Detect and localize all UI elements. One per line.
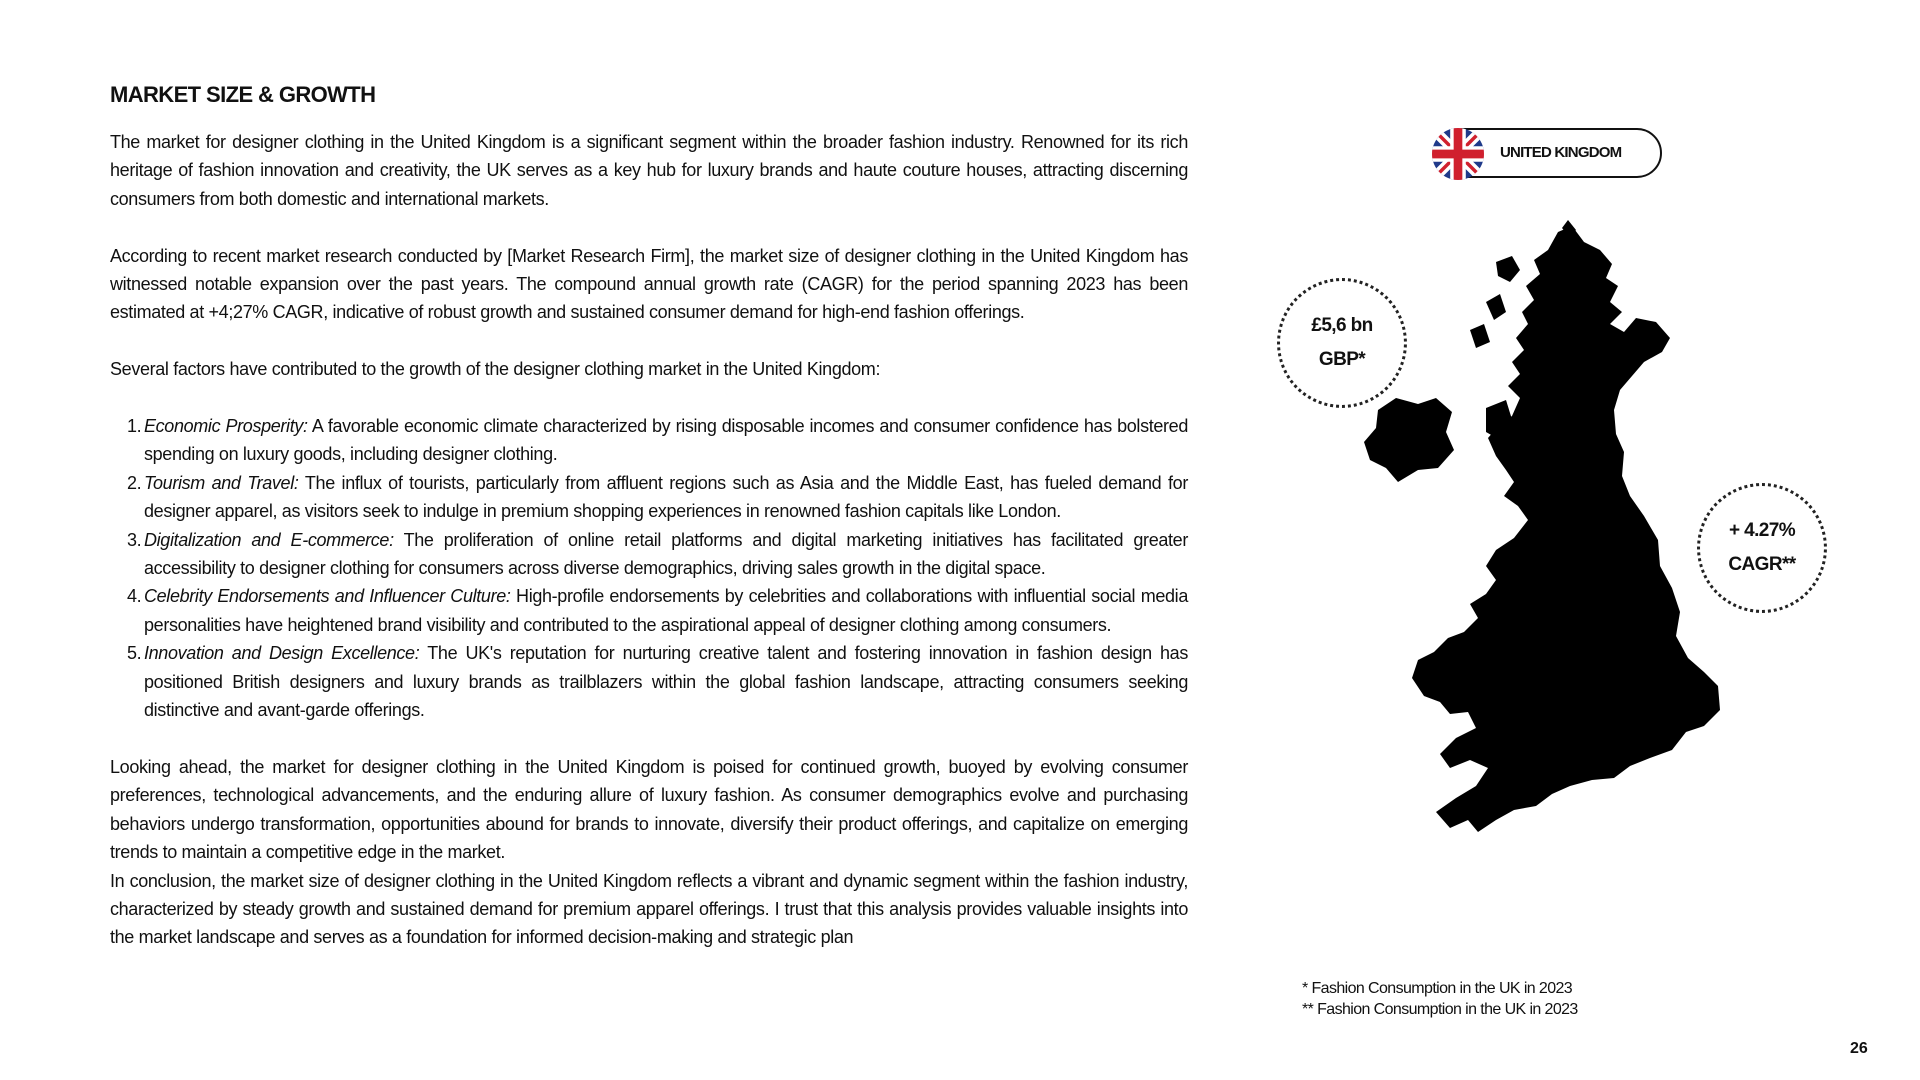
page-title: MARKET SIZE & GROWTH bbox=[110, 82, 376, 107]
list-item: 4. Celebrity Endorsements and Influencer Culture: High-profile endorsements by celebrities and collaborations with influential social media personalities have heightened brand visibility and contributed to the aspirational appeal of designer clothing among consumers. bbox=[127, 586, 1188, 635]
page-number: 26 bbox=[1850, 1040, 1868, 1057]
article-body bbox=[110, 128, 1188, 952]
footnote-2: ** Fashion Consumption in the UK in 2023 bbox=[1302, 1001, 1578, 1018]
intro-paragraph: The market for designer clothing in the United Kingdom is a significant segment within the broader fashion industry. Renowned for its rich heritage of fashion innovation and creativity, the UK serves as a key hub for luxury brands and haute couture houses, attracting discerning consumers from both domestic and international markets. bbox=[110, 132, 1188, 209]
footnote-1: * Fashion Consumption in the UK in 2023 bbox=[1302, 980, 1573, 997]
factors-list bbox=[110, 412, 1188, 724]
country-label: UNITED KINGDOM bbox=[1500, 144, 1622, 161]
list-item: 1. Economic Prosperity: A favorable economic climate characterized by rising disposable incomes and consumer confidence has bolstered spending on luxury goods, including designer clothing. bbox=[127, 416, 1188, 465]
cagr-value: + 4.27% bbox=[1728, 520, 1796, 541]
conclusion-paragraph: In conclusion, the market size of designer clothing in the United Kingdom reflects a vibrant and dynamic segment within the fashion industry, characterized by steady growth and sustained demand for premium apparel offerings. I trust that this analysis provides valuable insights into the market landscape and serves as a foundation for informed decision-making and strategic plan bbox=[110, 870, 1188, 948]
research-paragraph: According to recent market research conducted by [Market Research Firm], the market size of designer clothing in the United Kingdom has witnessed notable expansion over the past years. The compound annual growth rate (CAGR) for the period spanning 2023 has been estimated at +4;27% CAGR, indicative of robust growth and sustained consumer demand for high-end fashion offerings. bbox=[110, 245, 1188, 323]
uk-flag-icon bbox=[1432, 128, 1484, 180]
market-size-unit: GBP* bbox=[1318, 349, 1366, 370]
market-size-stat bbox=[1277, 278, 1407, 408]
list-item: 2. Tourism and Travel: The influx of tourists, particularly from affluent regions such as Asia and the Middle East, has fueled demand for designer apparel, as visitors seek to indulge in premium shopping experiences in renowned fashion capitals like London. bbox=[127, 472, 1188, 522]
factors-intro: Several factors have contributed to the growth of the designer clothing market in the United Kingdom: bbox=[110, 359, 881, 380]
outlook-paragraph: Looking ahead, the market for designer clothing in the United Kingdom is poised for continued growth, buoyed by evolving consumer preferences, technological advancements, and the enduring allure of luxury fashion. As consumer demographics evolve and purchasing behaviors undergo transformation, opportunities abound for brands to innovate, diversify their product offerings, and capitalize on emerging trends to maintain a competitive edge in the market. bbox=[110, 756, 1188, 863]
list-item: 5. Innovation and Design Excellence: The UK's reputation for nurturing creative talent and fostering innovation in fashion design has positioned British designers and luxury brands as trailblazers within the global fashion landscape, attracting consumers seeking distinctive and avant-garde offerings. bbox=[127, 643, 1188, 721]
cagr-stat bbox=[1697, 483, 1827, 613]
country-badge bbox=[1434, 128, 1662, 178]
cagr-unit: CAGR** bbox=[1728, 554, 1796, 575]
market-size-value: £5,6 bn bbox=[1311, 315, 1373, 336]
footnotes bbox=[1302, 978, 1578, 1020]
list-item: 3. Digitalization and E-commerce: The proliferation of online retail platforms and digital marketing initiatives has facilitated greater accessibility to designer clothing for consumers across diverse demographics, driving sales growth in the digital space. bbox=[127, 529, 1188, 579]
